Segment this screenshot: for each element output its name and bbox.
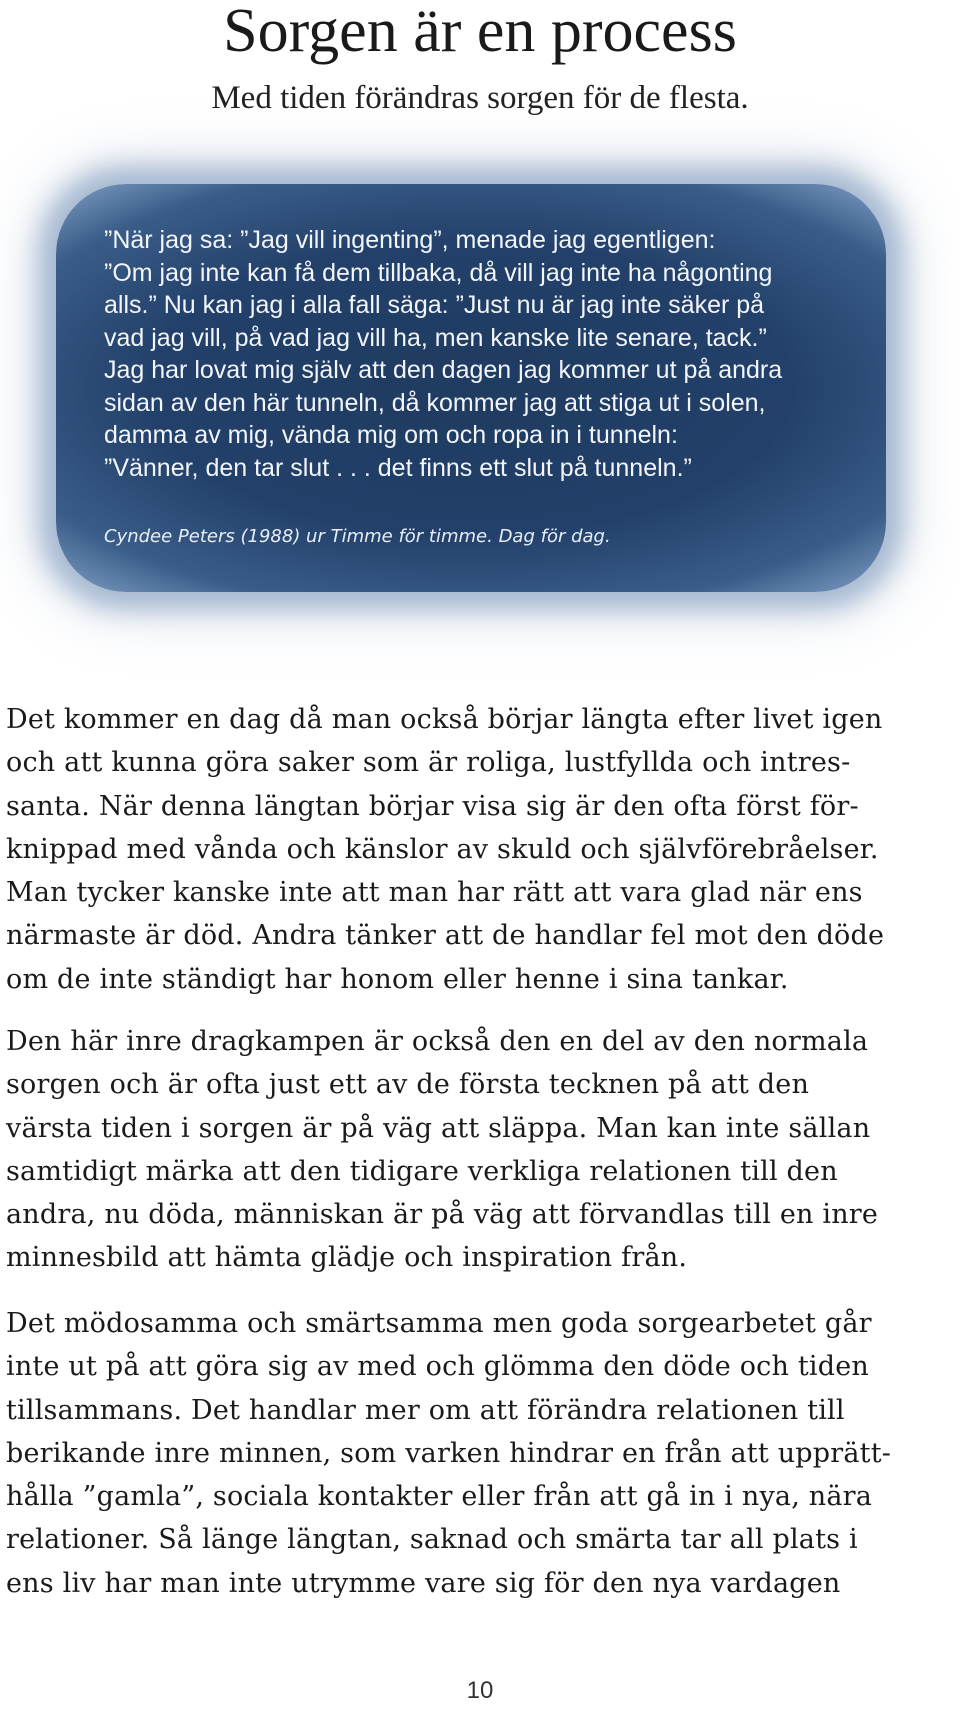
page-number: 10 — [466, 1677, 494, 1704]
body-paragraph-3: Det mödosamma och smärtsamma men goda sorgearbetet går inte ut på att göra sig av med och glömma den döde och tiden tillsammans. Det handlar mer om att förändra relationen till berikande inre minnen, som varken hindrar en från att upprätt- hålla ”gamla”, sociala kontakter eller från att gå in i nya, nära relationer. Så länge längtan, saknad och smärta tar all plats i ens liv har man inte utrymme vare sig för den nya vardagen — [6, 1308, 892, 1599]
quote-text: ”När jag sa: ”Jag vill ingenting”, menade jag egentligen: ”Om jag inte kan få dem tillbaka, då vill jag inte ha någonting alls.” Nu kan jag i alla fall säga: ”Just nu är jag inte säker på vad jag vill, på vad jag vill ha, men kanske lite senare, tack.” Jag har lovat mig själv att den dagen jag kommer ut på andra sidan av den här tunneln, då kommer jag att stiga ut i solen, damma av mig, vända mig om och ropa in i tunneln: ”Vänner, den tar slut . . . det finns ett slut på tunneln.” — [104, 226, 783, 482]
body-paragraph-2: Den här inre dragkampen är också den en del av den normala sorgen och är ofta just ett av de första tecknen på att den värsta tiden i sorgen är på väg att släppa. Man kan inte sällan samtidigt märka att den tidigare verkliga relationen till den andra, nu döda, människan är på väg att förvandlas till en inre minnesbild att hämta glädje och inspiration från. — [6, 1026, 879, 1274]
body-paragraph-1: Det kommer en dag då man också börjar längta efter livet igen och att kunna göra saker som är roliga, lustfyllda och intres- santa. När denna längtan börjar visa sig är den ofta först för- knippad med vånda och känslor av skuld och självförebråelser. Man tycker kanske inte att man har rätt att vara glad när ens närmaste är död. Andra tänker att de handlar fel mot den döde om de inte ständigt har honom eller henne i sina tankar. — [6, 704, 885, 995]
quote-source: Cyndee Peters (1988) ur Timme för timme. Dag för dag. — [104, 526, 611, 547]
page-title: Sorgen är en process — [223, 0, 737, 65]
page-subtitle: Med tiden förändras sorgen för de flesta. — [211, 80, 749, 116]
